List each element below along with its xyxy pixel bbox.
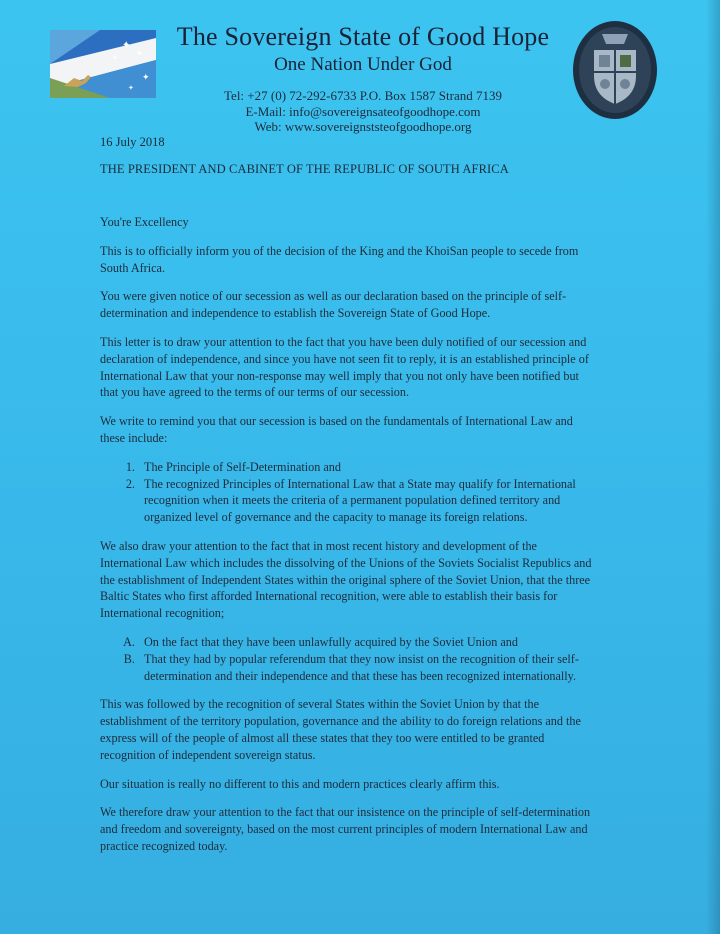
letter-date: 16 July 2018: [100, 135, 165, 149]
organization-title: The Sovereign State of Good Hope: [176, 22, 550, 51]
organization-motto: One Nation Under God: [274, 54, 452, 75]
svg-text:✦: ✦: [122, 40, 131, 51]
svg-text:✦: ✦: [128, 84, 134, 92]
list-item: B. That they had by popular referendum that they now insist on the recognition of their self-determination and their independence and that these has been recognized internationally.: [138, 651, 600, 685]
lettered-list: [100, 634, 600, 684]
numbered-list: [100, 459, 600, 526]
paragraph-4: We write to remind you that our secession is based on the fundamentals of International Law and these include:: [100, 414, 573, 445]
paragraph-2: You were given notice of our secession as well as our declaration based on the principle of self-determination and independence to establish the Sovereign State of Good Hope.: [100, 289, 567, 321]
salutation: You're Excellency: [100, 215, 189, 229]
paragraph-6: This was followed by the recognition of several States within the Soviet Union by that the establishment of the territory population, governance and the ability to do foreign relations and the express will of the people of almost all these states that they too were entitled to be granted recognition of independent sovereign status.: [100, 697, 581, 762]
svg-text:✦: ✦: [142, 72, 150, 82]
list-item: A. On the fact that they have been unlawfully acquired by the Soviet Union and: [138, 634, 600, 651]
svg-text:✦: ✦: [112, 54, 118, 62]
list-item: 2. The recognized Principles of International Law that a State may qualify for International recognition when it meets the criteria of a permanent population defined territory and organized level of governance and the capacity to manage its foreign relations.: [138, 476, 600, 526]
paragraph-5: We also draw your attention to the fact that in most recent history and development of the International Law which includes the dissolving of the Unions of the Soviets Socialist Republics and the establishment of Independent States within the original sphere of the Soviet Union, that the three Baltic States who first afforded International recognition, were able to establish their basis for International recognition;: [100, 538, 592, 621]
paragraph-8: We therefore draw your attention to the fact that our insistence on the principle of self-determination and freedom and sovereignty, based on the most current principles of modern International Law and practice recognized today.: [100, 805, 591, 853]
svg-text:✦: ✦: [136, 49, 143, 58]
contact-tel: Tel: +27 (0) 72-292-6733 P.O. Box 1587 Strand 7139: [224, 88, 502, 103]
paragraph-3: This letter is to draw your attention to the fact that you have been duly notified of our secession and declaration of independence, and since you have not seen fit to reply, it is an established principle of International Law that your non-response may well imply that you not only have been notified but that you have agreed to the terms of our terms of our secession.: [100, 334, 589, 400]
contact-web: Web: www.sovereignststeofgoodhope.org: [254, 119, 472, 134]
flag-emblem: [50, 30, 156, 98]
paragraph-1: This is to officially inform you of the decision of the King and the KhoiSan people to secede from South Africa.: [100, 243, 579, 275]
contact-block: [198, 88, 528, 135]
coat-of-arms-seal: [572, 20, 658, 120]
contact-email: E-Mail: info@sovereignsateofgoodhope.com: [245, 103, 481, 119]
paragraph-7: Our situation is really no different to this and modern practices clearly affirm this.: [100, 776, 500, 791]
letter-body: [100, 214, 600, 867]
letter-recipient: THE PRESIDENT AND CABINET OF THE REPUBLIC OF SOUTH AFRICA: [100, 162, 509, 176]
list-item: 1. The Principle of Self-Determination and: [138, 459, 600, 476]
page-edge-shadow: [706, 0, 720, 934]
